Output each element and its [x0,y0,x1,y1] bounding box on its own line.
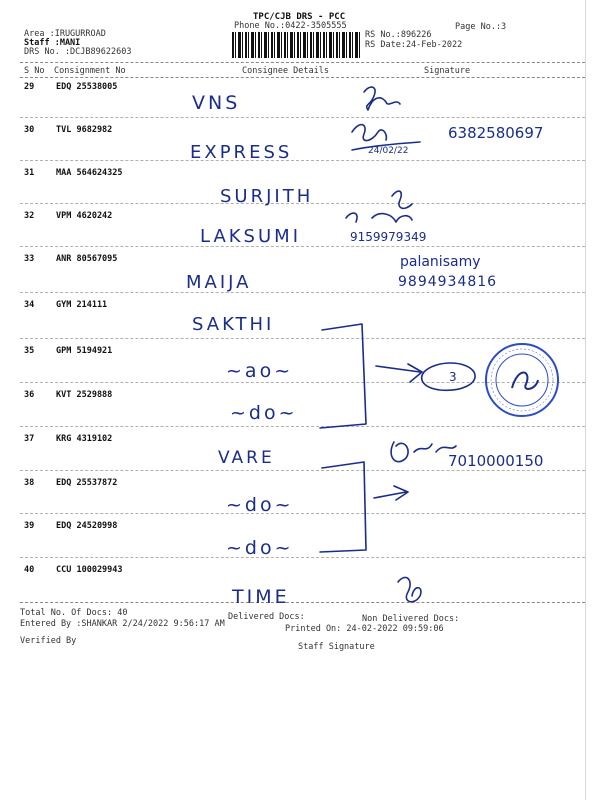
col-sno: S No [24,66,45,76]
institution-stamp [482,340,562,420]
row-consignment: GPM 5194921 [56,346,113,356]
rs-date: RS Date:24-Feb-2022 [365,40,463,50]
rs-number: RS No.:896226 [365,30,432,40]
col-consignee: Consignee Details [242,66,329,76]
handwritten-consignee: VARE [218,448,275,468]
row-consignment: EDQ 24520998 [56,521,118,531]
arrow-upper [376,364,422,382]
staff-signature-label: Staff Signature [298,642,375,652]
row-consignment: ANR 80567095 [56,254,118,264]
handwritten-phone: 9159979349 [350,230,427,244]
row-sno: 34 [24,300,35,310]
signature-29 [364,87,400,110]
staff-field: Staff :MANI [24,38,81,48]
handwritten-phone: 9894934816 [398,274,498,290]
row-consignment: KRG 4319102 [56,434,113,444]
row-sno: 38 [24,478,35,488]
row-consignment: KVT 2529888 [56,390,113,400]
arrow-lower [374,486,408,500]
handwritten-consignee: SAKTHI [192,314,275,335]
handwritten-consignee: ~ao~ [226,360,294,382]
signature-40 [398,577,421,601]
handwritten-count: 3 [449,370,457,384]
row-sno: 36 [24,390,35,400]
row-sno: 40 [24,565,35,575]
handwritten-date: 24/02/22 [368,146,409,156]
handwritten-consignee: MAIJA [186,272,252,293]
handwritten-consignee: EXPRESS [190,142,293,163]
entered-by: Entered By :SHANKAR 2/24/2022 9:56:17 AM [20,619,225,629]
handwritten-consignee: ~do~ [226,494,294,516]
handwritten-phone: 6382580697 [448,124,544,142]
bracket-upper [320,324,366,428]
drs-number: DRS No. :DCJB89622603 [24,47,132,57]
doc-title: TPC/CJB DRS - PCC [253,12,346,22]
row-sno: 39 [24,521,35,531]
row-sno: 37 [24,434,35,444]
handwritten-consignee: ~do~ [226,537,294,559]
row-consignment: EDQ 25538005 [56,82,118,92]
row-consignment: GYM 214111 [56,300,108,310]
row-sno: 31 [24,168,35,178]
col-signature: Signature [424,66,471,76]
handwritten-phone: 7010000150 [448,452,544,470]
phone-number: Phone No.:0422-3505555 [234,21,347,31]
row-consignment: TVL 9682982 [56,125,113,135]
row-sno: 35 [24,346,35,356]
handwritten-consignee: TIME [232,586,290,608]
page-number: Page No.:3 [455,22,507,32]
printed-on: Printed On: 24-02-2022 09:59:06 [285,624,444,634]
handwritten-consignee: ~do~ [230,402,298,424]
row-sno: 32 [24,211,35,221]
row-consignment: EDQ 25537872 [56,478,118,488]
handwritten-consignee: SURJITH [220,186,314,207]
verified-by: Verified By [20,636,77,646]
delivered-docs: Delivered Docs: [228,612,305,622]
handwritten-consignee: VNS [192,92,241,114]
row-sno: 30 [24,125,35,135]
handwritten-name: palanisamy [400,254,481,270]
col-consignment: Consignment No [54,66,126,76]
row-consignment: VPM 4620242 [56,211,113,221]
row-sno: 29 [24,82,35,92]
signature-37 [391,442,456,462]
bracket-lower [320,462,366,552]
signature-32 [346,191,412,222]
total-docs: Total No. Of Docs: 40 [20,608,128,618]
signature-30 [352,125,420,150]
row-sno: 33 [24,254,35,264]
area-field: Area :IRUGURROAD [24,29,106,39]
non-delivered-docs: Non Delivered Docs: [362,614,460,624]
row-consignment: MAA 564624325 [56,168,123,178]
handwritten-consignee: LAKSUMI [200,226,301,247]
row-consignment: CCU 100029943 [56,565,123,575]
